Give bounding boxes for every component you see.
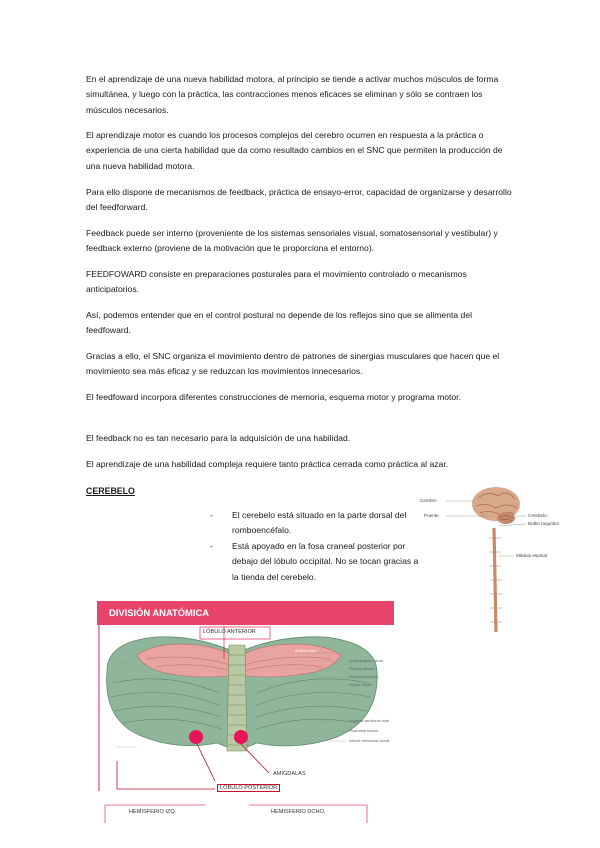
paragraph-6: Así, podemos entender que en el control postural no depende de los reflejos sino que se alimenta del feedfoward. <box>86 310 473 336</box>
label-amygdalas: AMÍGDALAS <box>273 771 306 777</box>
brain-spinal-cord-figure <box>418 482 590 632</box>
bullet-item <box>210 508 425 539</box>
paragraph-2: El aprendizaje motor es cuando los procesos complejos del cerebro ocurren en respuesta a la práctica o experiencia de una cierta habilidad que da como resultado cambios en el SNC que permiten la producción de una nueva habilidad motora. <box>86 130 503 171</box>
bullet-text: El cerebelo está situado en la parte dorsal del romboencéfalo. <box>232 510 407 536</box>
bullet-marker: - <box>210 540 213 551</box>
side-label: Quadrangular lobule <box>349 659 384 663</box>
side-label: Anterior lobe <box>295 649 317 653</box>
paragraph-1: En el aprendizaje de una nueva habilidad motora, al principio se tiende a activar muchos músculos de forma simultánea, y luego con la práctica, las contracciones menos eficaces se eliminan y sólo se contraen los músculos necesarios. <box>86 74 499 115</box>
label-right-hemisphere: HEMISFERIO DCHO. <box>271 809 326 815</box>
label-left-hemisphere: HEMISFERIO IZQ. <box>129 809 177 815</box>
bullet-item <box>210 539 425 585</box>
side-label: Primary fissure <box>349 667 375 671</box>
label-medula: Médula espinal <box>516 553 547 558</box>
anatomical-division-figure <box>97 601 394 833</box>
label-anterior-lobe: LÓBULO ANTERIOR <box>203 629 256 635</box>
side-label: Horizontal fissure <box>349 729 379 733</box>
paragraph-4: Feedback puede ser interno (proveniente de los sistemas sensoriales visual, somatosensorial y vestibular) y feedback externo (proviene de la motivación que le proporciona el entorno). <box>86 228 498 254</box>
bullet-marker: - <box>210 510 213 520</box>
paragraph-5: FEEDFOWARD consiste en preparaciones posturales para el movimiento controlado o mecanismos anticipatorios. <box>86 269 467 295</box>
label-cerebro: Cerebro <box>420 498 437 503</box>
brain-illustration <box>418 482 590 632</box>
label-cerebelo: Cerebelo <box>528 513 547 518</box>
side-label: Superior semilunar lobe <box>349 719 390 723</box>
side-label: Horizontal fissure <box>349 675 379 679</box>
label-posterior-lobe: LÓBULO POSTERIOR <box>217 784 280 792</box>
side-label: Simple lobule <box>349 683 372 687</box>
paragraph-9: El feedback no es tan necesario para la adquisición de una habilidad. <box>86 433 351 443</box>
label-bulbo: Bulbo raquídeo <box>528 521 560 526</box>
cerebellum-illustration <box>97 601 394 833</box>
label-puente: Puente <box>424 513 439 518</box>
section-heading-cerebelo: CEREBELO <box>86 486 135 496</box>
paragraph-7: Gracias a ello, el SNC organiza el movimiento dentro de patrones de sinergias musculares que hacen que el movimiento sea más eficaz y se reduzcan los movimientos innecesarios. <box>86 351 500 377</box>
bullet-text: Está apoyado en la fosa craneal posterior por debajo del lóbulo occipital. No se tocan gracias a la tienda del cerebelo. <box>232 540 419 582</box>
cerebelo-bullet-list <box>210 508 425 585</box>
paragraph-8: El feedfoward incorpora diferentes construcciones de memoria, esquema motor y programa motor. <box>86 392 461 402</box>
side-label: Inferior semilunar lobule <box>349 739 390 743</box>
figure-title: DIVISIÓN ANATÓMICA <box>109 607 209 618</box>
paragraph-3: Para ello dispone de mecanismos de feedback, práctica de ensayo-error, capacidad de organizarse y desarrollo del feedforward. <box>86 187 512 213</box>
paragraph-10: El aprendizaje de una habilidad compleja requiere tanto práctica cerrada como práctica al azar. <box>86 459 449 469</box>
